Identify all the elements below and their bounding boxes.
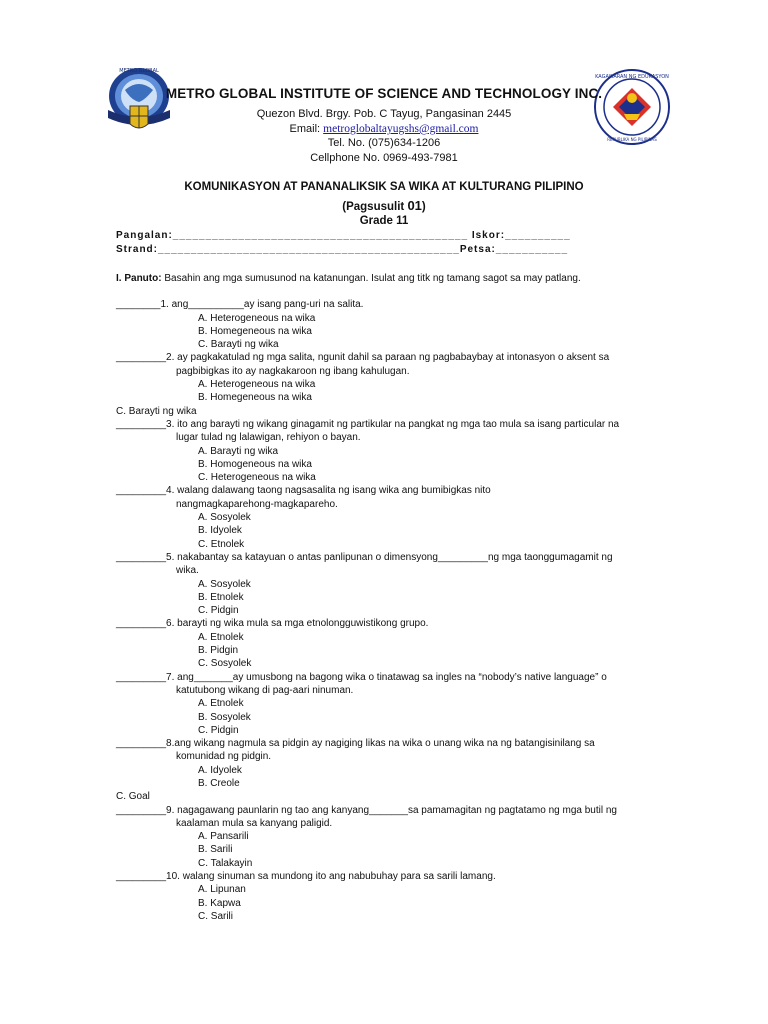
answer-blank: _________2. (116, 352, 175, 364)
answer-option: A. Lipunan (198, 884, 246, 896)
answer-blank: ________1. (116, 299, 169, 311)
question-line (116, 351, 656, 364)
question-text-continued: kaalaman mula sa kanyang paligid. (176, 817, 333, 829)
answer-blank: _________9. (116, 804, 175, 816)
question-text: ito ang barayti ng wikang ginagamit ng partikular na pangkat ng mga tao mula sa isang particular na (174, 418, 620, 430)
instructions-text: Basahin ang mga sumusunod na katanungan. Isulat ang titk ng tamang sagot sa may patlang. (161, 273, 581, 284)
answer-option: C. Heterogeneous na wika (198, 472, 316, 484)
question-line (116, 418, 656, 431)
quiz-title-pre: (Pagsusulit (342, 201, 408, 213)
answer-option: A. Heterogeneous na wika (198, 312, 316, 324)
deped-seal-text: KAGAWARAN NG EDUKASYON (595, 74, 669, 80)
answer-option: A. Etnolek (198, 631, 244, 643)
question-item (116, 351, 656, 417)
answer-option: C. Barayti ng wika (198, 339, 279, 351)
instructions (116, 272, 656, 285)
answer-option: C. Etnolek (198, 538, 245, 550)
question-list (116, 298, 656, 923)
question-text-continued: lugar tulad ng lalawigan, rehiyon o bayan. (176, 432, 361, 444)
answer-option: B. Homegeneous na wika (198, 325, 312, 337)
question-line (116, 804, 656, 817)
answer-option: B. Homegeneous na wika (198, 392, 312, 404)
answer-blank: _________4. (116, 485, 175, 497)
misplaced-option: C. Barayti ng wika (116, 405, 197, 417)
answer-option: B. Homogeneous na wika (198, 458, 312, 470)
question-text: barayti ng wika mula sa mga etnolongguwistikong grupo. (174, 618, 429, 630)
answer-option: B. Pidgin (198, 645, 239, 657)
question-item (116, 298, 656, 351)
answer-option: C. Talakayin (198, 857, 253, 869)
institution-name: METRO GLOBAL INSTITUTE OF SCIENCE AND TECHNOLOGY INC. (165, 86, 603, 101)
answer-option: B. Creole (198, 777, 240, 789)
question-item (116, 551, 656, 617)
name-score-row: Pangalan:_____________________________________________ Iskor:__________ (116, 230, 571, 241)
answer-option: A. Heterogeneous na wika (198, 379, 316, 391)
deped-seal-bottom-text: REPUBLIKA NG PILIPINAS (607, 137, 657, 142)
answer-option: B. Sarili (198, 844, 233, 856)
answer-option: C. Sarili (198, 910, 234, 922)
question-text: ang wikang nagmula sa pidgin ay nagiging likas na wika o unang wika na ng batangisinilang sa (174, 738, 595, 750)
question-item (116, 418, 656, 484)
answer-blank: _________6. (116, 618, 175, 630)
question-text: nakabantay sa katayuan o antas panlipunan o dimensyong_________ng mga taonggumagamit ng (174, 551, 613, 563)
question-line (116, 298, 656, 311)
misplaced-option: C. Goal (116, 791, 150, 803)
question-text: walang dalawang taong nagsasalita ng isang wika ang bumibigkas nito (174, 485, 491, 497)
instructions-label: I. Panuto: (116, 273, 162, 284)
question-text-continued: pagbibigkas ito ay nagkakaroon ng ibang kahulugan. (176, 365, 410, 377)
question-text-continued: katutubong wikang di pag-aari ninuman. (176, 684, 354, 696)
question-line (116, 870, 656, 883)
answer-option: A. Sosyolek (198, 578, 251, 590)
answer-option: B. Kapwa (198, 897, 241, 909)
answer-option: A. Etnolek (198, 698, 244, 710)
answer-option: B. Etnolek (198, 591, 244, 603)
quiz-number: 01 (407, 198, 422, 213)
question-text: ay pagkakatulad ng mga salita, ngunit dahil sa paraan ng pagbabaybay at intonasyon o aksent sa (174, 352, 610, 364)
cellphone: Cellphone No. 0969-493-7981 (310, 152, 458, 164)
email-line (0, 123, 768, 135)
question-item (116, 870, 656, 923)
quiz-title (0, 198, 768, 213)
question-item (116, 617, 656, 670)
email-link[interactable]: metroglobaltayugshs@gmail.com (323, 123, 479, 135)
answer-option: A. Pansarili (198, 831, 249, 843)
quiz-content (116, 272, 656, 923)
question-item (116, 671, 656, 737)
question-text-continued: komunidad ng pidgin. (176, 751, 272, 763)
answer-option: C. Sosyolek (198, 658, 252, 670)
answer-option: C. Pidgin (198, 605, 239, 617)
answer-blank: _________5. (116, 551, 175, 563)
question-text: ang__________ay isang pang-uri na salita. (168, 299, 364, 311)
question-line (116, 484, 656, 497)
question-line (116, 617, 656, 630)
strand-date-row: Strand:______________________________________________Petsa:___________ (116, 244, 569, 255)
answer-option: A. Sosyolek (198, 512, 251, 524)
telephone: Tel. No. (075)634-1206 (327, 137, 441, 149)
grade-level: Grade 11 (359, 215, 409, 227)
quiz-title-post: ) (421, 201, 426, 213)
question-text-continued: wika. (176, 565, 199, 577)
question-item (116, 804, 656, 870)
answer-option: B. Idyolek (198, 525, 242, 537)
question-text: ang_______ay umusbong na bagong wika o tinatawag sa ingles na “nobody’s native language” o (174, 671, 607, 683)
answer-blank: _________10. (116, 871, 180, 883)
email-label: Email: (289, 123, 324, 135)
answer-blank: _________3. (116, 418, 175, 430)
question-line (116, 671, 656, 684)
answer-blank: _________7. (116, 671, 175, 683)
answer-option: A. Idyolek (198, 764, 242, 776)
answer-blank: _________8. (116, 738, 175, 750)
answer-option: C. Pidgin (198, 724, 239, 736)
question-line (116, 551, 656, 564)
question-text: walang sinuman sa mundong ito ang nabubuhay para sa sarili lamang. (179, 871, 496, 883)
answer-option: B. Sosyolek (198, 711, 251, 723)
school-address: Quezon Blvd. Brgy. Pob. C Tayug, Pangasinan 2445 (256, 108, 512, 120)
question-item (116, 484, 656, 550)
question-line (116, 737, 656, 750)
question-text: nagagawang paunlarin ng tao ang kanyang_______sa pamamagitan ng pagtatamo ng mga butil ng (174, 804, 617, 816)
question-text-continued: nangmagkaparehong-magkapareho. (176, 498, 338, 510)
subject-title: KOMUNIKASYON AT PANANALIKSIK SA WIKA AT KULTURANG PILIPINO (184, 181, 584, 193)
question-item (116, 737, 656, 803)
school-logo-text: METRO GLOBAL (119, 68, 159, 74)
answer-option: A. Barayti ng wika (198, 445, 279, 457)
